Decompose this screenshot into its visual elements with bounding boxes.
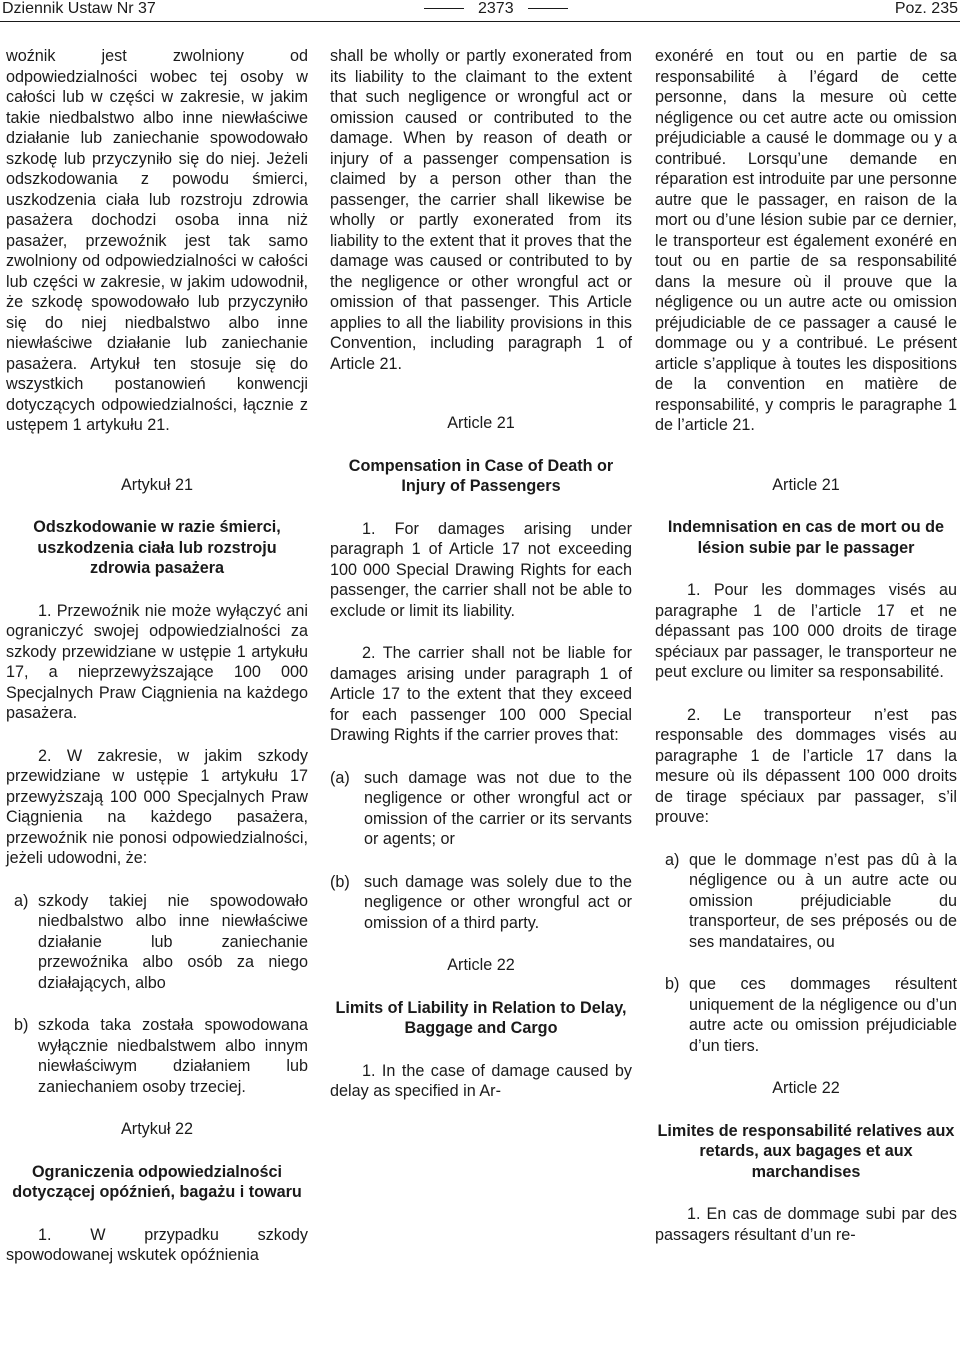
en-article-22-number: Article 22	[447, 956, 515, 974]
pl-article-21-number: Artykuł 21	[121, 475, 193, 494]
fr-article-21-item-b	[655, 974, 957, 1056]
pl-intro-paragraph: woźnik jest zwolniony od odpowiedzialności wobec tej osoby w całości lub w części w zakresie, w jakim takie niedbalstwo albo inne niewłaściwe działanie lub zaniechanie spowodowało szkodę lub przyczyniło się do niej. Jeżeli odszkodowania z powodu śmierci, uszkodzenia ciała lub rozstroju zdrowia pasażera dochodzi osoba inna niż pasażer, przewoźnik jest tak samo zwolniony od odpowiedzialności w całości lub części w zakresie, w jakim udowodnił, że szkodę spowodowało lub przyczyniło się do niej niedbalstwo albo inne niewłaściwe działanie lub zaniechanie pasażera. Artykuł ten stosuje się do wszystkich postanowień konwencji dotyczących odpowiedzialności, łącznie z ustępem 1 artykułu 21.	[6, 47, 308, 434]
item-text: que ces dommages résultent uniquement de la négligence ou d’un autre acte ou omission préjudiciable d’un tiers.	[689, 975, 957, 1055]
en-article-21-para-2: 2. The carrier shall not be liable for damages arising under paragraph 1 of Article 17 to the extent that they exceed for each passenger 100 000 Special Drawing Rights if the carrier proves that:	[330, 644, 632, 744]
fr-article-21-title: Indemnisation en cas de mort ou de lésion subie par le passager	[667, 518, 945, 557]
fr-article-21-item-a	[655, 850, 957, 953]
column-polish	[6, 46, 308, 1266]
item-text: such damage was solely due to the negligence or other wrongful act or omission of a third party.	[364, 872, 632, 932]
page-number-block	[410, 0, 582, 18]
en-article-21-title: Compensation in Case of Death or Injury of Passengers	[348, 456, 614, 495]
item-label: (a)	[330, 768, 350, 787]
item-label: b)	[665, 975, 680, 993]
fr-article-21-number: Article 21	[772, 475, 840, 494]
en-article-21-item-a	[330, 768, 632, 850]
pl-article-21-para-1: 1. Przewoźnik nie może wyłączyć ani ograniczyć swojej odpowiedzialności za szkody przewidziane w ustępie 1 artykułu 17, a nieprzewyższające 100 000 Specjalnych Praw Ciągnienia na każdego pasażera.	[6, 601, 308, 722]
item-label: b)	[14, 1016, 29, 1034]
column-english	[330, 46, 632, 1102]
pl-article-21-item-a	[6, 891, 308, 994]
fr-intro-paragraph: exonéré en tout ou en partie de sa responsabilité à l’égard de cette personne, dans la mesure où cette négligence ou cet autre acte ou omission préjudiciable a causé le dommage ou y a contribué. Lorsqu’une demande en réparation est introduite par une personne autre que le passager, en raison de la mort ou d’une lésion subie par ce dernier, le transporteur est également exonéré en tout ou en partie de sa responsabilité dans la mesure où il prouve que la négligence ou un autre acte ou omission préjudiciable de ce passager a causé le dommage ou y a contribué. Le présent article s’applique à toutes les dispositions de la convention en matière de responsabilité, y compris le paragraphe 1 de l’article 21.	[655, 47, 957, 434]
fr-article-22-number: Article 22	[772, 1079, 840, 1097]
item-text: que le dommage n’est pas dû à la négligence ou à un autre acte ou omission préjudiciable du transporteur, de ses préposés ou de ses mandataires, ou	[689, 850, 957, 951]
page-number: 2373	[478, 0, 514, 17]
header-rule	[0, 21, 960, 22]
en-article-22-para-1: 1. In the case of damage caused by delay as specified in Ar-	[330, 1061, 632, 1100]
fr-article-22-title: Limites de responsabilité relatives aux retards, aux bagages et aux marchandises	[657, 1121, 955, 1181]
en-article-21-number: Article 21	[447, 414, 515, 432]
item-label: (b)	[330, 872, 350, 891]
position-number: Poz. 235	[894, 0, 958, 17]
pl-article-22-para-1: 1. W przypadku szkody spowodowanej wskutek opóźnienia	[6, 1225, 308, 1264]
pl-article-21-title: Odszkodowanie w razie śmierci, uszkodzenia ciała lub rozstroju zdrowia pasażera	[33, 518, 281, 577]
dash-left	[424, 8, 464, 9]
fr-article-21-para-1: 1. Pour les dommages visés au paragraphe 1 de l’article 17 et ne dépassant pas 100 000 droits de tirage spéciaux par passager, le transporteur ne peut exclure ou limiter sa responsabilité.	[655, 581, 957, 681]
item-label: a)	[14, 891, 29, 910]
page-header	[0, 0, 960, 20]
fr-article-21-para-2: 2. Le transporteur n’est pas responsable des dommages visés au paragraphe 1 de l’article 17 dans la mesure où ils dépassent 100 000 droits de tirage spéciaux par passager, s’il prouve:	[655, 705, 957, 826]
pl-article-21-item-b	[6, 1015, 308, 1097]
en-article-21-item-b	[330, 872, 632, 934]
item-text: szkoda taka została spowodowana wyłącznie niedbalstwem albo innym niewłaściwym działaniem lub zaniechaniem osoby trzeciej.	[38, 1016, 308, 1096]
pl-article-22-title: Ograniczenia odpowiedzialności dotyczącej opóźnień, bagażu i towaru	[12, 1162, 302, 1201]
en-article-21-para-1: 1. For damages arising under paragraph 1 of Article 17 not exceeding 100 000 Special Drawing Rights for each passenger, the carrier shall not be able to exclude or limit its liability.	[330, 519, 632, 620]
journal-name: Dziennik Ustaw Nr 37	[2, 0, 156, 17]
pl-article-22-number: Artykuł 22	[121, 1120, 193, 1138]
fr-article-22-para-1: 1. En cas de dommage subi par des passagers résultant d’un re-	[655, 1205, 957, 1244]
en-intro-paragraph: shall be wholly or partly exonerated from its liability to the claimant to the extent that such negligence or wrongful act or omission caused or contributed to the damage. When by reason of death or injury of a passenger compensation is claimed by a person other than the passenger, the carrier shall likewise be wholly or partly exonerated from its liability to the extent that it proves that the damage was caused or contributed to by the negligence or other wrongful act or omission of that passenger. This Article applies to all the liability provisions in this Convention, including paragraph 1 of Article 21.	[330, 47, 632, 373]
column-french	[655, 46, 957, 1245]
pl-article-21-para-2: 2. W zakresie, w jakim szkody przewidziane w ustępie 1 artykułu 17 przewyższają 100 000 Specjalnych Praw Ciągnienia na każdego pasażera, przewoźnik nie ponosi odpowiedzialności, jeżeli udowodni, że:	[6, 746, 308, 867]
item-text: such damage was not due to the negligence or other wrongful act or omission of the carrier or its servants or agents; or	[364, 768, 632, 848]
en-article-22-title: Limits of Liability in Relation to Delay, Baggage and Cargo	[335, 998, 627, 1037]
item-label: a)	[665, 850, 680, 869]
item-text: szkody takiej nie spowodowało niedbalstwo albo inne niewłaściwe działanie lub zaniechanie przewoźnika albo osób za niego działających, albo	[38, 891, 308, 992]
dash-right	[528, 8, 568, 9]
